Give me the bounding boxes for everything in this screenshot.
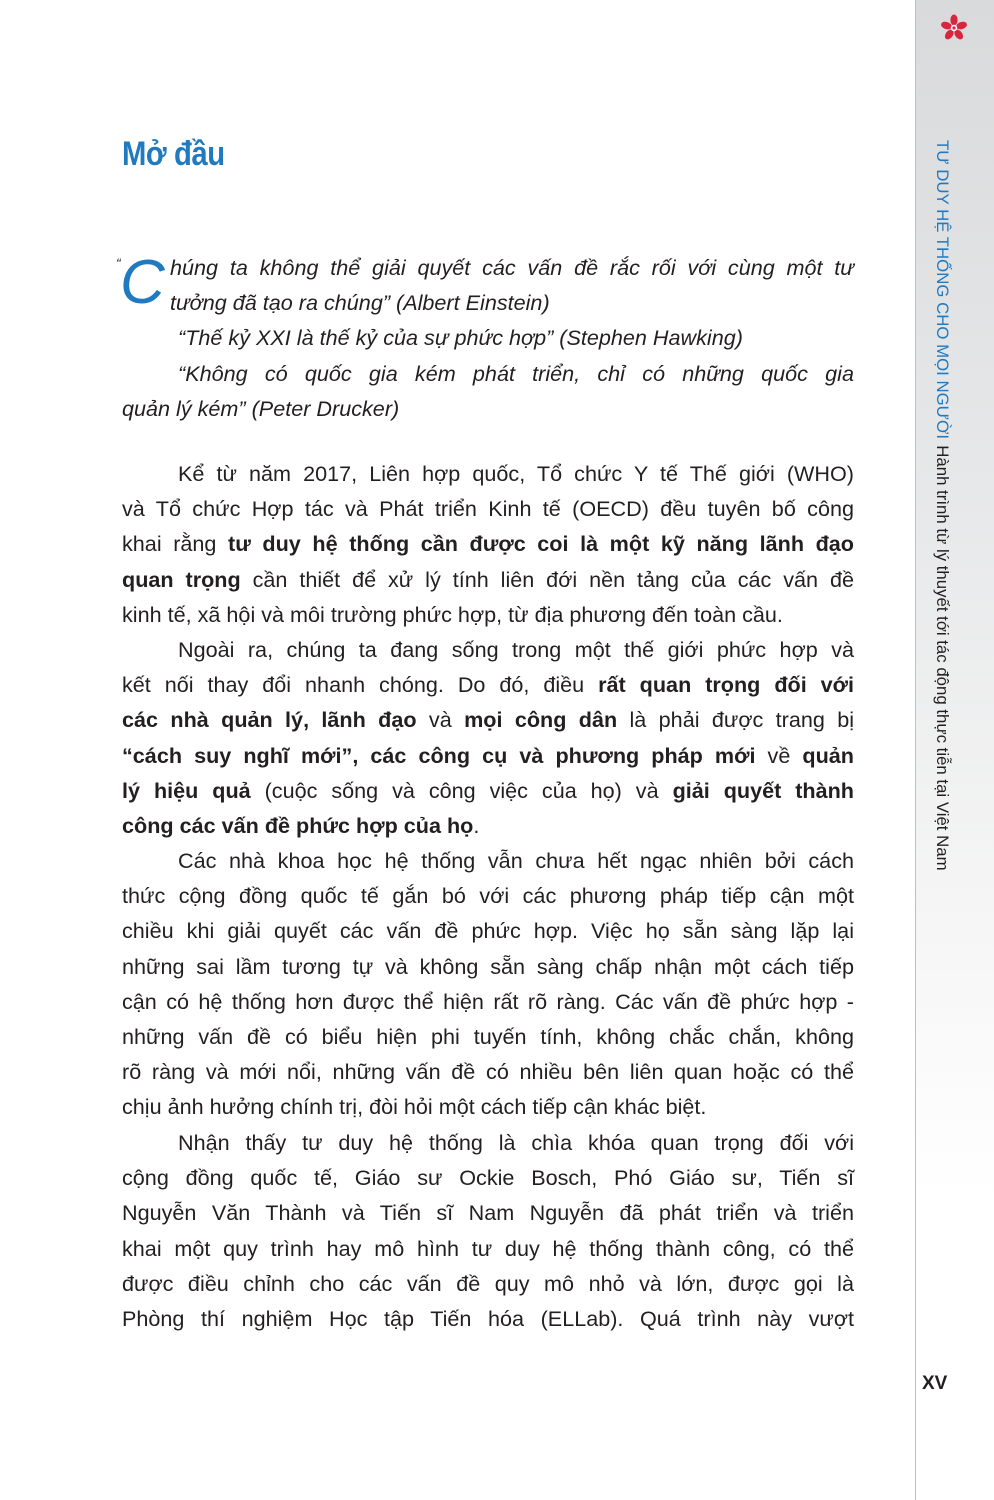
paragraph-4: [122, 1125, 854, 1336]
side-band: [915, 0, 994, 1500]
quote-line: “Thế kỷ XXI là thế kỷ của sự phức hợp” (Stephen Hawking): [178, 325, 743, 351]
text-line: [122, 526, 854, 561]
bold-run: lý hiệu quả: [122, 777, 251, 803]
text-line: những vấn đề có biểu hiện phi tuyến tính, không chắc chắn, không: [122, 1023, 854, 1049]
series-title: TƯ DUY HỆ THỐNG CHO MỌI NGƯỜI: [933, 140, 952, 440]
text-line: Kể từ năm 2017, Liên hợp quốc, Tổ chức Y tế Thế giới (WHO): [178, 461, 854, 486]
text-line: được điều chỉnh cho các vấn đề quy mô nhỏ và lớn, được gọi là: [122, 1270, 854, 1296]
text-run: và: [416, 707, 465, 733]
quote-line: húng ta không thể giải quyết các vấn đề rắc rối với cùng một tư: [170, 255, 854, 280]
bold-run: giải quyết thành: [672, 777, 854, 803]
quote-line: “Không có quốc gia kém phát triển, chỉ có những quốc gia: [178, 360, 854, 386]
text-line: và Tổ chức Hợp tác và Phát triển Kinh tế (OECD) đều tuyên bố công: [122, 496, 854, 522]
text-line: những sai lầm tương tự và không sẵn sàng chấp nhận một cách tiếp: [122, 953, 854, 979]
bold-run: rất quan trọng đối với: [598, 672, 855, 698]
paragraph-2: [122, 632, 854, 843]
text-line: cận có hệ thống hơn được thể hiện rất rõ ràng. Các vấn đề phức hợp -: [122, 988, 854, 1014]
opening-quote-mark: “: [116, 255, 121, 271]
text-run: là phải được trang bị: [617, 707, 855, 733]
chapter-heading: Mở đầu: [122, 135, 225, 173]
flower-logo-icon: [940, 14, 968, 42]
text-line: rõ ràng và mới nổi, những vấn đề có nhiều bên liên quan hoặc có thể: [122, 1059, 854, 1085]
text-run: về: [755, 742, 803, 768]
bold-run: tư duy hệ thống cần được coi là một kỹ năng lãnh đạo: [228, 531, 854, 557]
text-run: cần thiết để xử lý tính liên đới nền tảng của các vấn đề: [240, 566, 854, 592]
text-run: kết nối thay đổi nhanh chóng. Do đó, điều: [122, 672, 599, 698]
text-run: (cuộc sống và công việc của họ) và: [250, 777, 673, 803]
bold-run: “cách suy nghĩ mới”, các công cụ và phương pháp mới: [122, 742, 756, 768]
text-line: Phòng thí nghiệm Học tập Tiến hóa (ELLab). Quá trình này vượt: [122, 1305, 854, 1331]
side-divider: [915, 0, 916, 1500]
bold-run: quản: [802, 742, 854, 768]
text-line: [122, 702, 854, 737]
text-line: [122, 738, 854, 773]
text-line: Các nhà khoa học hệ thống vẫn chưa hết ngạc nhiên bởi cách: [178, 848, 854, 873]
text-line: [122, 773, 854, 808]
quote-line: tưởng đã tạo ra chúng” (Albert Einstein): [170, 290, 550, 316]
bold-run: công các vấn đề phức hợp của họ: [122, 812, 474, 838]
text-line: chịu ảnh hưởng chính trị, đòi hỏi một cách tiếp cận khác biệt.: [122, 1094, 707, 1120]
page-number: XV: [922, 1373, 948, 1394]
epigraph-quotes: [116, 248, 854, 426]
text-line: thức cộng đồng quốc tế gắn bó với các phương pháp tiếp cận một: [122, 883, 854, 909]
bold-run: mọi công dân: [464, 707, 618, 733]
text-line: [122, 667, 854, 702]
bold-run: các nhà quản lý, lãnh đạo: [122, 707, 417, 733]
text-line: cộng đồng quốc tế, Giáo sư Ockie Bosch, Phó Giáo sư, Tiến sĩ: [122, 1165, 854, 1191]
text-line: kinh tế, xã hội và môi trường phức hợp, từ địa phương đến toàn cầu.: [122, 601, 783, 627]
text-line: chiều khi giải quyết các vấn đề phức hợp. Việc họ sẵn sàng lặp lại: [122, 918, 854, 944]
text-run: khai rằng: [122, 531, 229, 557]
quote-line: quản lý kém” (Peter Drucker): [122, 395, 400, 421]
text-line: Nhận thấy tư duy hệ thống là chìa khóa quan trọng đối với: [178, 1130, 854, 1155]
text-line: [122, 562, 854, 597]
text-line: Nguyễn Văn Thành và Tiến sĩ Nam Nguyễn đã phát triển và triển: [122, 1200, 854, 1226]
text-line: khai một quy trình hay mô hình tư duy hệ thống thành công, có thể: [122, 1235, 854, 1261]
drop-cap: C: [120, 248, 165, 317]
text-line: Ngoài ra, chúng ta đang sống trong một thế giới phức hợp và: [178, 637, 854, 662]
bold-run: quan trọng: [122, 566, 241, 592]
paragraph-1: [122, 456, 854, 632]
text-line: [122, 808, 854, 843]
book-subtitle: Hành trình từ lý thuyết tới tác động thực tiễn tại Việt Nam: [933, 445, 952, 871]
text-run: .: [473, 812, 480, 838]
running-header: [932, 140, 952, 870]
paragraph-3: [122, 843, 854, 1125]
